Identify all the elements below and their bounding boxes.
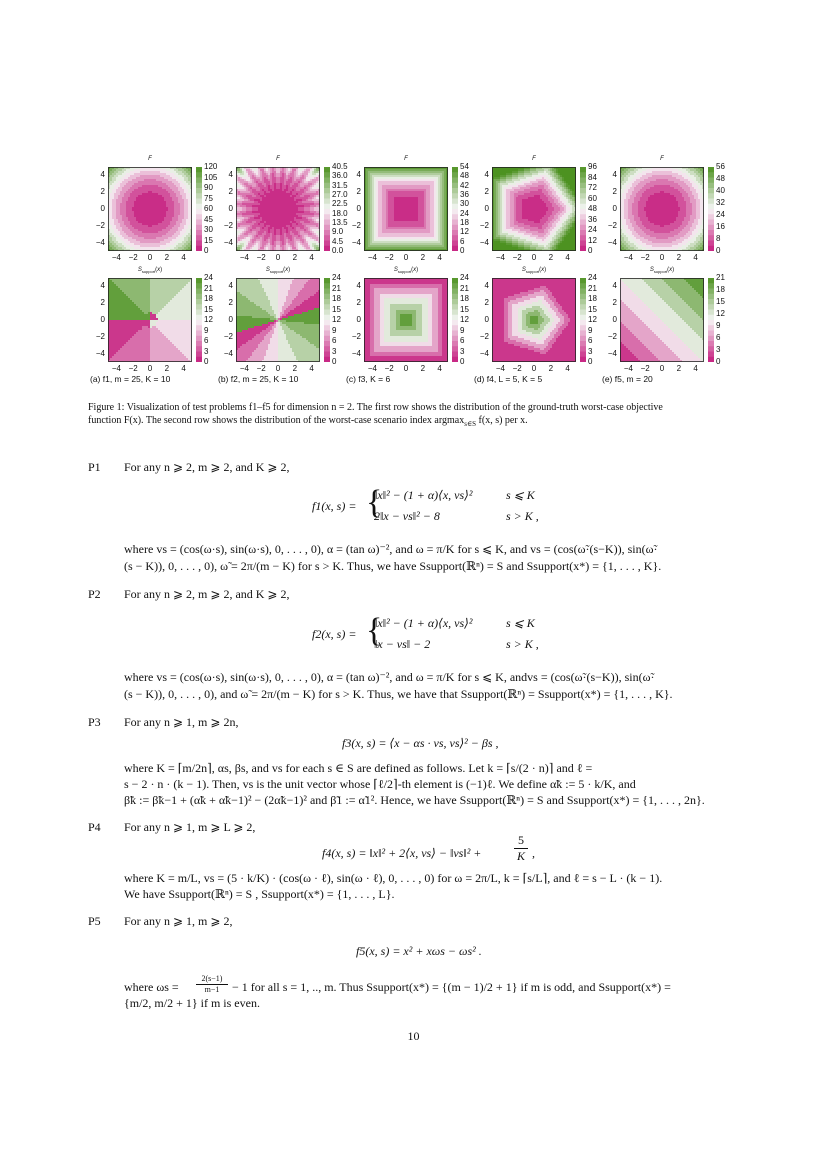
x-tick-label: −4: [367, 364, 377, 373]
p2-line-2: (s − K)), 0, . . . , 0), and ω̃ = 2π/(m − K) for s > K. Thus, we have that Ssupport(ℝⁿ) = Ssupport(x*) = {1, . . . , K}.: [124, 687, 673, 701]
figure-caption-subscript: s∈S: [464, 420, 477, 428]
x-tick-label: 2: [420, 364, 426, 373]
x-tick-label: −2: [384, 364, 394, 373]
x-tick-label: −4: [239, 364, 249, 373]
x-tick-label: 4: [437, 253, 442, 262]
p4-equation: f4(x, s) = ‖x‖² + 2⟨x, vs⟩ − ‖vs‖² +: [322, 846, 482, 860]
y-tick-label: 4: [612, 170, 617, 180]
x-tick-label: 2: [548, 364, 554, 373]
colorbar-tick-label: 18: [204, 294, 213, 303]
y-tick-label: 0: [484, 315, 489, 324]
x-tick-label: −4: [239, 253, 249, 262]
p3-line-3: β̃k := β̃k−1 + (α̃k + α̃k−1)² − (2α̃k−1)² and β̃1 := α̃1². Hence, we have Ssupport(ℝⁿ) = S and Ssupport(x*) = {1, . . . , 2n}.: [124, 793, 705, 807]
p5-frac-num: 2(s−1): [196, 974, 228, 985]
colorbar-tick-label: 24: [460, 273, 469, 282]
y-tick-label: 0: [228, 315, 233, 324]
colorbar-tick-label: 8: [716, 234, 721, 243]
colorbar: [196, 167, 202, 251]
x-tick-label: 0: [531, 253, 537, 262]
x-tick-label: 2: [292, 364, 298, 373]
colorbar-tick-label: 90: [204, 183, 213, 192]
p1-lhs: f1(x, s) =: [312, 499, 357, 513]
colorbar: [708, 167, 714, 251]
x-tick-label: −2: [128, 364, 138, 373]
panel-title: $S_{support}(x)$: [265, 267, 291, 275]
x-tick-label: −2: [256, 253, 266, 262]
colorbar-tick-label: 12: [460, 227, 469, 237]
colorbar-tick-label: 3: [588, 346, 593, 356]
x-tick-label: 4: [181, 364, 186, 373]
colorbar-tick-label: 9: [460, 325, 465, 335]
subfigure-caption: (e) f5, m = 20: [602, 374, 653, 384]
colorbar-tick-label: 6: [460, 236, 465, 246]
x-tick-label: 2: [164, 364, 170, 373]
colorbar-tick-label: 0: [204, 246, 209, 255]
colorbar: [324, 278, 330, 362]
figure-caption: [88, 401, 738, 431]
x-tick-label: −4: [623, 253, 633, 262]
colorbar: [452, 278, 458, 362]
colorbar-tick-label: 24: [204, 273, 213, 282]
p1-intro: For any n ⩾ 2, m ⩾ 2, and K ⩾ 2,: [124, 460, 290, 474]
y-tick-label: 0: [612, 315, 617, 324]
colorbar-tick-label: 48: [460, 171, 469, 181]
colorbar-tick-label: 6: [588, 336, 593, 345]
p5-line-2: {m/2, m/2 + 1} if m is even.: [124, 996, 260, 1010]
colorbar-tick-label: 96: [588, 162, 597, 171]
heatmap-panel-1-4: [472, 157, 602, 267]
heatmap-panel-2-2: [216, 267, 346, 384]
y-tick-label: −4: [223, 237, 233, 247]
subfigure-caption: (c) f3, K = 6: [346, 374, 391, 384]
p5-line-1a: where ωs =: [124, 980, 179, 994]
y-tick-label: 4: [484, 170, 489, 180]
y-tick-label: 4: [484, 281, 489, 291]
p1-case1: ‖x‖² − (1 + α)⟨x, vs⟩²: [374, 488, 473, 502]
colorbar: [196, 278, 202, 362]
figure-caption-line-2-end: f(x, s) per x.: [476, 415, 528, 426]
y-tick-label: −4: [351, 237, 361, 247]
y-tick-label: 0: [228, 204, 233, 213]
panel-title: F: [660, 156, 664, 162]
colorbar-tick-label: 12: [588, 315, 597, 324]
y-tick-label: 4: [612, 281, 617, 291]
y-tick-label: −4: [607, 348, 617, 358]
colorbar-tick-label: 15: [204, 235, 213, 245]
p4-label: P4: [88, 820, 101, 834]
x-tick-label: −2: [384, 253, 394, 262]
colorbar-tick-label: 48: [588, 204, 597, 213]
colorbar-tick-label: 12: [588, 235, 597, 245]
p2-intro: For any n ⩾ 2, m ⩾ 2, and K ⩾ 2,: [124, 587, 290, 601]
y-tick-label: −4: [479, 237, 489, 247]
colorbar-tick-label: 18: [716, 285, 725, 294]
colorbar-tick-label: 9.0: [332, 227, 344, 237]
colorbar-tick-label: 9: [716, 321, 721, 330]
colorbar-tick-label: 105: [204, 172, 218, 182]
y-tick-label: 4: [228, 170, 233, 180]
y-tick-label: 4: [356, 170, 361, 180]
colorbar-tick-label: 42: [460, 180, 469, 190]
p1-label: P1: [88, 460, 101, 474]
p4-eq-end: ,: [532, 846, 535, 860]
p2-cond1: s ⩽ K: [506, 616, 535, 630]
y-tick-label: −2: [607, 220, 617, 230]
y-tick-label: −2: [607, 331, 617, 341]
p3-label: P3: [88, 715, 101, 729]
colorbar-tick-label: 24: [460, 208, 469, 218]
panel-title: F: [276, 156, 280, 162]
colorbar-tick-label: 0: [460, 357, 465, 366]
p2-line-1: where vs = (cos(ω·s), sin(ω·s), 0, . . . , 0), α = (tan ω)⁻², and ω = π/K for s ⩽ K, andvs = (cos(ω̃·(s−K)), sin(ω̃·: [124, 670, 655, 684]
colorbar-tick-label: 12: [204, 315, 213, 324]
colorbar-tick-label: 21: [332, 283, 341, 293]
p3-equation: f3(x, s) = ⟨x − αs · vs, vs⟩² − βs ,: [342, 736, 499, 750]
colorbar-tick-label: 18: [460, 294, 469, 303]
y-tick-label: −4: [351, 348, 361, 358]
subfigure-caption: (a) f1, m = 25, K = 10: [90, 374, 171, 384]
x-tick-label: 4: [565, 253, 570, 262]
x-tick-label: −4: [111, 253, 121, 262]
colorbar-tick-label: 30: [460, 199, 469, 209]
x-tick-label: 2: [420, 253, 426, 262]
x-tick-label: 4: [565, 364, 570, 373]
colorbar-tick-label: 31.5: [332, 180, 348, 190]
x-tick-label: 4: [693, 253, 698, 262]
heatmap: [236, 167, 320, 251]
p3-intro: For any n ⩾ 1, m ⩾ 2n,: [124, 715, 239, 729]
colorbar-tick-label: 9: [588, 325, 593, 335]
colorbar-tick-label: 9: [204, 325, 209, 335]
colorbar-tick-label: 21: [460, 283, 469, 293]
x-tick-label: 0: [403, 253, 409, 262]
panel-title: $S_{support}(x)$: [393, 267, 419, 275]
colorbar-tick-label: 15: [332, 304, 341, 314]
colorbar-tick-label: 40.5: [332, 162, 348, 171]
heatmap: [364, 167, 448, 251]
colorbar-tick-label: 3: [204, 346, 209, 356]
colorbar-tick-label: 9: [332, 325, 337, 335]
colorbar-tick-label: 120: [204, 162, 218, 171]
colorbar-tick-label: 18: [332, 294, 341, 303]
colorbar-tick-label: 18: [588, 294, 597, 303]
colorbar-tick-label: 40: [716, 186, 725, 195]
heatmap-panel-1-2: [216, 157, 346, 267]
colorbar-tick-label: 60: [588, 193, 597, 203]
colorbar-tick-label: 36.0: [332, 171, 348, 181]
colorbar-tick-label: 0: [588, 246, 593, 255]
colorbar-tick-label: 6: [460, 336, 465, 345]
panel-title: F: [532, 156, 536, 162]
y-tick-label: 0: [100, 204, 105, 213]
colorbar-tick-label: 60: [204, 204, 213, 213]
x-tick-label: 4: [309, 253, 314, 262]
y-tick-label: −2: [351, 220, 361, 230]
colorbar-tick-label: 30: [204, 225, 213, 234]
p4-fraction: [514, 833, 528, 864]
p3-line-2: s − 2 · n · (k − 1). Then, vs is the unit vector whose ⌈ℓ/2⌉-th element is (−1)ℓ. We define α̃k := 5 · k/K, and: [124, 777, 636, 791]
p4-intro: For any n ⩾ 1, m ⩾ L ⩾ 2,: [124, 820, 256, 834]
x-tick-label: 0: [531, 364, 537, 373]
p5-intro: For any n ⩾ 1, m ⩾ 2,: [124, 914, 233, 928]
colorbar-tick-label: 36: [460, 190, 469, 199]
heatmap-panel-2-4: [472, 267, 602, 384]
colorbar-tick-label: 27.0: [332, 190, 348, 199]
p3-line-1: where K = ⌈m/2n⌉, αs, βs, and vs for each s ∈ S are defined as follows. Let k = ⌈s/(2 · n)⌉ and ℓ =: [124, 761, 593, 775]
x-tick-label: −4: [623, 364, 633, 373]
colorbar-tick-label: 32: [716, 198, 725, 207]
colorbar-tick-label: 3: [332, 346, 337, 356]
heatmap: [620, 278, 704, 362]
x-tick-label: 2: [292, 253, 298, 262]
y-tick-label: 2: [484, 298, 489, 308]
p4-line-1: where K = m/L, vs = (5 · k/K) · (cos(ω · ℓ), sin(ω · ℓ), 0, . . . , 0) for ω = 2π/L, k = ⌈s/L⌉, and ℓ = s − L · (k − 1).: [124, 871, 663, 885]
y-tick-label: 0: [484, 204, 489, 213]
x-tick-label: 0: [403, 364, 409, 373]
heatmap-panel-1-5: [600, 157, 730, 267]
p5-equation: f5(x, s) = x² + xωs − ωs² .: [356, 944, 482, 958]
p1-case2: 2‖x − vs‖² − 8: [374, 509, 440, 523]
figure-caption-line-2-text: function F(x). The second row shows the distribution of the worst-case scenario index argmax: [88, 415, 465, 426]
colorbar-tick-label: 3: [716, 345, 721, 354]
y-tick-label: 4: [100, 281, 105, 291]
y-tick-label: 0: [356, 204, 361, 213]
colorbar-tick-label: 48: [716, 174, 725, 183]
p2-lhs: f2(x, s) =: [312, 627, 357, 641]
colorbar-tick-label: 24: [588, 273, 597, 282]
p2-case1: ‖x‖² − (1 + α)⟨x, vs⟩²: [374, 616, 473, 630]
y-tick-label: −2: [223, 331, 233, 341]
x-tick-label: 0: [275, 253, 281, 262]
colorbar-tick-label: 45: [204, 214, 213, 224]
x-tick-label: 2: [676, 253, 682, 262]
p1-brace: {: [366, 484, 383, 521]
x-tick-label: 0: [659, 253, 665, 262]
colorbar-tick-label: 36: [588, 214, 597, 224]
colorbar-tick-label: 16: [716, 222, 725, 231]
p5-fraction: [196, 974, 228, 995]
colorbar-tick-label: 54: [460, 162, 469, 171]
colorbar-tick-label: 13.5: [332, 218, 348, 227]
p2-brace: {: [366, 612, 383, 649]
colorbar-tick-label: 3: [460, 346, 465, 356]
colorbar-tick-label: 15: [716, 297, 725, 306]
panel-title: F: [404, 156, 408, 162]
y-tick-label: −2: [479, 331, 489, 341]
colorbar-tick-label: 4.5: [332, 236, 344, 246]
colorbar-tick-label: 0: [716, 357, 721, 366]
y-tick-label: −4: [223, 348, 233, 358]
x-tick-label: 4: [437, 364, 442, 373]
heatmap-panel-1-1: [88, 157, 218, 267]
p5-label: P5: [88, 914, 101, 928]
y-tick-label: −2: [95, 331, 105, 341]
heatmap: [108, 167, 192, 251]
x-tick-label: −2: [256, 364, 266, 373]
p5-line-1b: − 1 for all s = 1, .., m. Thus Ssupport(x*) = {(m − 1)/2 + 1} if m is odd, and Ssupport(x*) =: [232, 980, 671, 994]
y-tick-label: 2: [356, 187, 361, 197]
colorbar-tick-label: 21: [204, 283, 213, 293]
p4-frac-den: K: [516, 849, 525, 863]
x-tick-label: −2: [128, 253, 138, 262]
y-tick-label: 4: [228, 281, 233, 291]
y-tick-label: 4: [100, 170, 105, 180]
y-tick-label: 2: [228, 187, 233, 197]
x-tick-label: −2: [512, 364, 522, 373]
colorbar-tick-label: 12: [460, 315, 469, 324]
y-tick-label: −2: [479, 220, 489, 230]
colorbar: [324, 167, 330, 251]
heatmap-panel-2-5: [600, 267, 730, 384]
p1-cond1: s ⩽ K: [506, 488, 535, 502]
x-tick-label: 0: [659, 364, 665, 373]
x-tick-label: −4: [495, 253, 505, 262]
y-tick-label: −2: [95, 220, 105, 230]
heatmap: [108, 278, 192, 362]
colorbar-tick-label: 12: [716, 309, 725, 318]
colorbar-tick-label: 0: [588, 357, 593, 366]
x-tick-label: −4: [495, 364, 505, 373]
panel-title: $S_{support}(x)$: [649, 267, 675, 275]
colorbar-tick-label: 84: [588, 172, 597, 182]
subfigure-caption: (d) f4, L = 5, K = 5: [474, 374, 543, 384]
colorbar-tick-label: 6: [332, 336, 337, 345]
y-tick-label: 4: [356, 281, 361, 291]
colorbar-tick-label: 21: [588, 283, 597, 293]
heatmap: [492, 167, 576, 251]
p2-label: P2: [88, 587, 101, 601]
figure-caption-line-1: Figure 1: Visualization of test problems f1–f5 for dimension n = 2. The first row shows the distribution of the ground-truth worst-case objective: [88, 402, 663, 413]
colorbar-tick-label: 15: [460, 304, 469, 314]
y-tick-label: 2: [100, 298, 105, 308]
colorbar-tick-label: 56: [716, 162, 725, 171]
x-tick-label: 0: [147, 364, 153, 373]
colorbar-tick-label: 22.5: [332, 199, 348, 209]
x-tick-label: 4: [181, 253, 186, 262]
panel-title: $S_{support}(x)$: [137, 267, 163, 275]
heatmap: [236, 278, 320, 362]
colorbar-tick-label: 75: [204, 193, 213, 203]
y-tick-label: −4: [607, 237, 617, 247]
colorbar-tick-label: 0.0: [332, 246, 344, 255]
x-tick-label: −2: [512, 253, 522, 262]
colorbar-tick-label: 72: [588, 183, 597, 192]
x-tick-label: −2: [640, 364, 650, 373]
colorbar: [580, 167, 586, 251]
y-tick-label: −4: [479, 348, 489, 358]
colorbar-tick-label: 0: [716, 246, 721, 255]
subfigure-caption: (b) f2, m = 25, K = 10: [218, 374, 299, 384]
p2-cond2: s > K ,: [506, 637, 539, 651]
colorbar-tick-label: 21: [716, 273, 725, 282]
heatmap: [364, 278, 448, 362]
p4-line-2: We have Ssupport(ℝⁿ) = S , Ssupport(x*) = {1, . . . , L}.: [124, 887, 395, 901]
x-tick-label: 0: [275, 364, 281, 373]
x-tick-label: 2: [164, 253, 170, 262]
colorbar-tick-label: 0: [332, 357, 337, 366]
colorbar-tick-label: 24: [332, 273, 341, 282]
y-tick-label: −4: [95, 348, 105, 358]
heatmap: [492, 278, 576, 362]
y-tick-label: 0: [356, 315, 361, 324]
y-tick-label: 0: [100, 315, 105, 324]
y-tick-label: 2: [356, 298, 361, 308]
colorbar-tick-label: 6: [716, 333, 721, 342]
colorbar: [708, 278, 714, 362]
y-tick-label: −2: [223, 220, 233, 230]
panel-title: $S_{support}(x)$: [521, 267, 547, 275]
colorbar-tick-label: 24: [716, 210, 725, 219]
colorbar-tick-label: 15: [588, 304, 597, 314]
y-tick-label: 2: [228, 298, 233, 308]
x-tick-label: 4: [309, 364, 314, 373]
p2-case2: ‖x − vs‖ − 2: [374, 637, 431, 651]
p4-frac-num: 5: [514, 833, 528, 849]
x-tick-label: 2: [676, 364, 682, 373]
y-tick-label: 0: [612, 204, 617, 213]
figure-caption-line-2: [88, 414, 738, 431]
x-tick-label: 0: [147, 253, 153, 262]
y-tick-label: 2: [612, 298, 617, 308]
colorbar-tick-label: 24: [588, 225, 597, 234]
y-tick-label: 2: [100, 187, 105, 197]
y-tick-label: −2: [351, 331, 361, 341]
panel-title: F: [148, 156, 152, 162]
colorbar-tick-label: 15: [204, 304, 213, 314]
y-tick-label: −4: [95, 237, 105, 247]
heatmap-panel-2-1: [88, 267, 218, 384]
p1-line-1: where vs = (cos(ω·s), sin(ω·s), 0, . . . , 0), α = (tan ω)⁻², and ω = π/K for s ⩽ K, and vs = (cos(ω̃·(s−K)), sin(ω̃·: [124, 542, 658, 556]
y-tick-label: 2: [484, 187, 489, 197]
y-tick-label: 2: [612, 187, 617, 197]
colorbar: [452, 167, 458, 251]
x-tick-label: 2: [548, 253, 554, 262]
heatmap-panel-2-3: [344, 267, 474, 384]
colorbar-tick-label: 12: [332, 315, 341, 324]
page-number: 10: [407, 1029, 420, 1043]
colorbar-tick-label: 18: [460, 218, 469, 227]
p1-line-2: (s − K)), 0, . . . , 0), ω̃ = 2π/(m − K) for s > K. Thus, we have Ssupport(ℝⁿ) = S and Ssupport(x*) = {1, . . . , K}.: [124, 559, 662, 573]
p1-cond2: s > K ,: [506, 509, 539, 523]
colorbar-tick-label: 6: [204, 336, 209, 345]
x-tick-label: −2: [640, 253, 650, 262]
x-tick-label: −4: [367, 253, 377, 262]
x-tick-label: −4: [111, 364, 121, 373]
colorbar-tick-label: 0: [204, 357, 209, 366]
heatmap-panel-1-3: [344, 157, 474, 267]
x-tick-label: 4: [693, 364, 698, 373]
p5-frac-den: m−1: [204, 985, 220, 994]
heatmap: [620, 167, 704, 251]
colorbar: [580, 278, 586, 362]
colorbar-tick-label: 0: [460, 246, 465, 255]
colorbar-tick-label: 18.0: [332, 208, 348, 218]
